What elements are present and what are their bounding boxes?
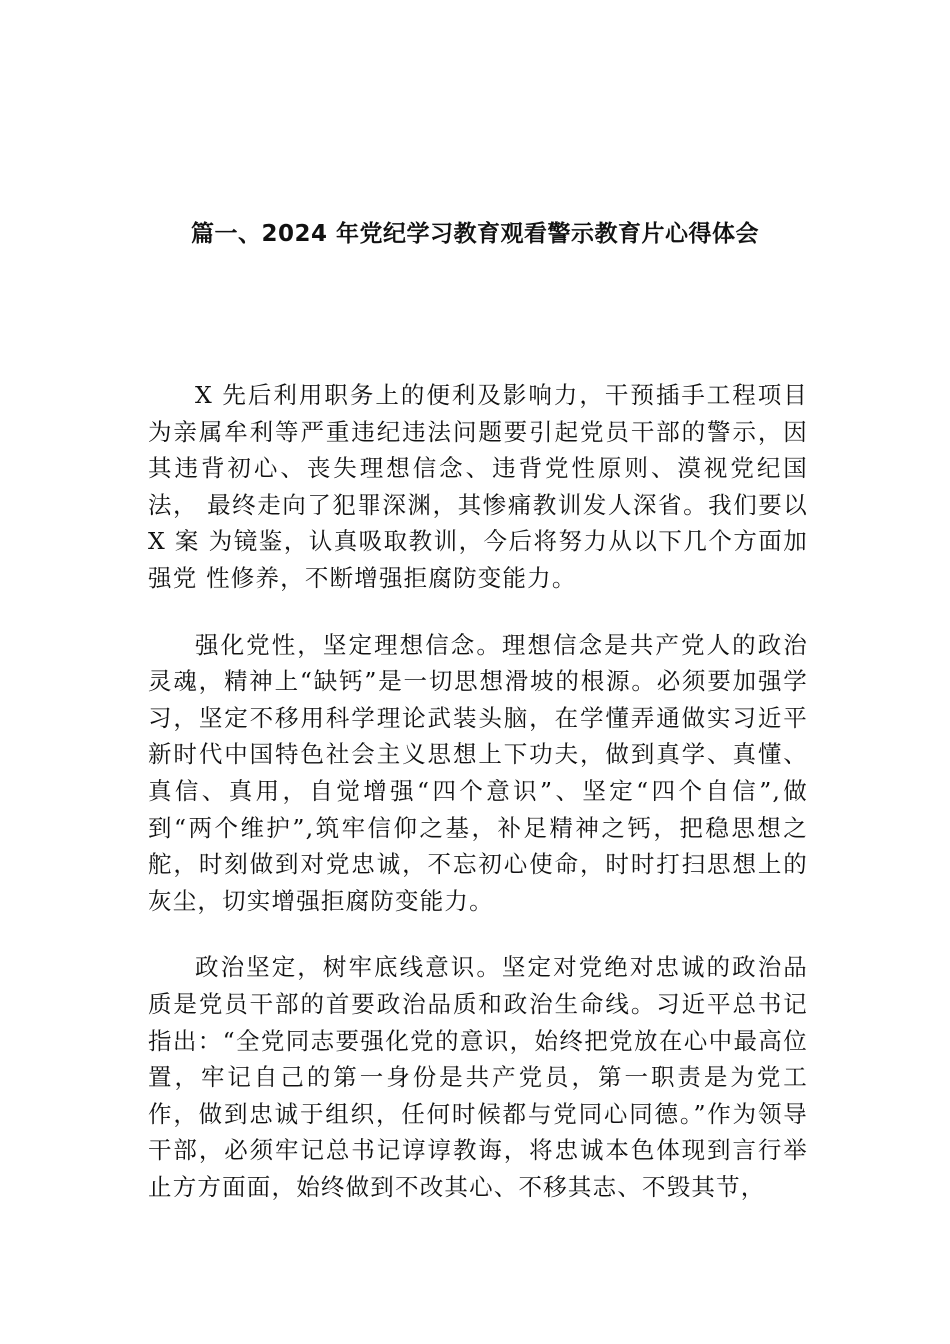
paragraph-intro: X 先后利用职务上的便利及影响力，干预插手工程项目 为亲属牟利等严重违纪违法问题要引起党员干部的警示，因 其违背初心、丧失理想信念、违背党性原则、漠视党纪国法， 最终走向了犯罪深渊，其惨痛教训发人深省。我们要以 X 案 为镜鉴，认真吸取教训，今后将努力从以下几个方面加强党 性修养，不断增强拒腐防变能力。 bbox=[148, 381, 808, 592]
paragraph-political-firmness: 政治坚定，树牢底线意识。坚定对党绝对忠诚的政治品质是党员干部的首要政治品质和政治生命线。习近平总书记指出：“全党同志要强化党的意识，始终把党放在心中最高位置，牢记自己的第一身份是共产党员，第一职责是为党工作，做到忠诚于组织，任何时候都与党同心同德。”作为领导干部，必须牢记总书记谆谆教诲，将忠诚本色体现到言行举止方方面面，始终做到不改其心、不移其志、不毁其节， bbox=[148, 953, 808, 1201]
paragraph-strengthen-party-spirit: 强化党性，坚定理想信念。理想信念是共产党人的政治灵魂，精神上“缺钙”是一切思想滑坡的根源。必须要加强学习，坚定不移用科学理论武装头脑，在学懂弄通做实习近平新时代中国特色社会主义思想上下功夫，做到真学、真懂、真信、真用，自觉增强“四个意识”、坚定“四个自信”,做到“两个维护”,筑牢信仰之基，补足精神之钙，把稳思想之舵，时刻做到对党忠诚，不忘初心使命，时时打扫思想上的灰尘，切实增强拒腐防变能力。 bbox=[148, 630, 808, 915]
document-title: 篇一、2024 年党纪学习教育观看警示教育片心得体会 bbox=[190, 221, 760, 247]
document-body bbox=[148, 377, 808, 1205]
